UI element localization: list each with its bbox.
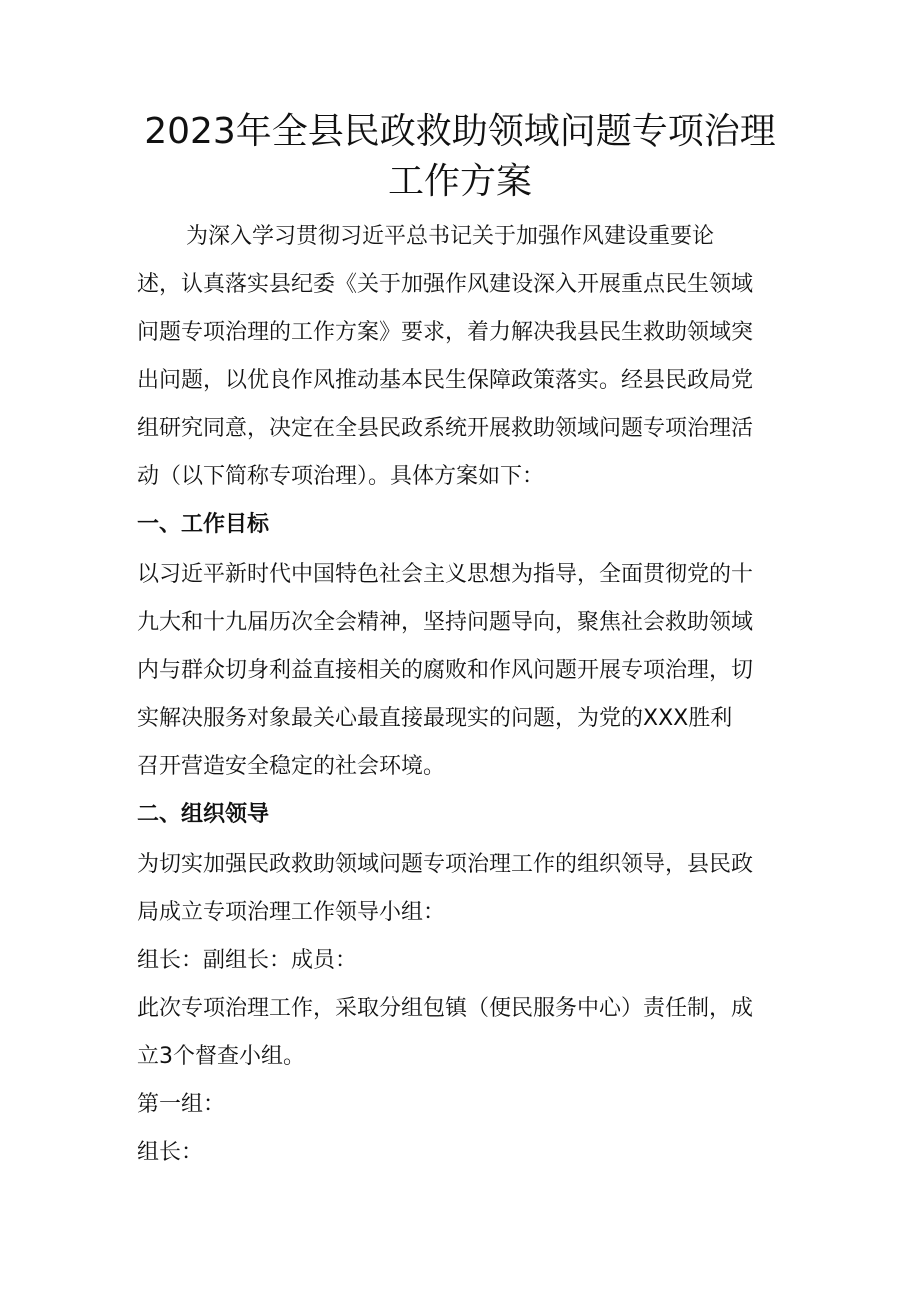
leadership-paragraph-line: 局成立专项治理工作领导小组： <box>137 900 446 925</box>
intro-paragraph-line: 组研究同意，决定在全县民政系统开展救助领域问题专项治理活 <box>137 416 754 441</box>
document-title-line-1: 2023年全县民政救助领域问题专项治理 <box>144 111 776 152</box>
goals-paragraph-line: 以习近平新时代中国特色社会主义思想为指导，全面贯彻党的十 <box>137 562 754 587</box>
intro-paragraph-line: 动（以下简称专项治理）。具体方案如下： <box>137 464 545 489</box>
goals-paragraph-line: 召开营造安全稳定的社会环境。 <box>137 754 446 779</box>
goals-paragraph-line: 实解决服务对象最关心最直接最现实的问题，为党的XXX胜利 <box>137 706 733 731</box>
roles-line: 组长：副组长：成员： <box>137 948 358 973</box>
intro-paragraph-line: 问题专项治理的工作方案》要求，着力解决我县民生救助领域突 <box>137 320 754 345</box>
group-one-leader-label: 组长： <box>137 1140 204 1165</box>
intro-paragraph-line: 出问题，以优良作风推动基本民生保障政策落实。经县民政局党 <box>137 368 754 393</box>
section-heading-leadership: 二、组织领导 <box>137 802 270 827</box>
group-note-line: 立3个督查小组。 <box>137 1044 305 1069</box>
intro-paragraph-line: 为深入学习贯彻习近平总书记关于加强作风建设重要论 <box>186 224 715 249</box>
goals-paragraph-line: 内与群众切身利益直接相关的腐败和作风问题开展专项治理，切 <box>137 658 754 683</box>
document-title-line-2: 工作方案 <box>387 161 532 202</box>
section-heading-goals: 一、工作目标 <box>137 512 270 537</box>
group-one-label: 第一组： <box>137 1092 226 1117</box>
leadership-paragraph-line: 为切实加强民政救助领域问题专项治理工作的组织领导，县民政 <box>137 852 754 877</box>
intro-paragraph-line: 述，认真落实县纪委《关于加强作风建设深入开展重点民生领域 <box>137 272 754 297</box>
group-note-line: 此次专项治理工作，采取分组包镇（便民服务中心）责任制，成 <box>137 996 754 1021</box>
goals-paragraph-line: 九大和十九届历次全会精神，坚持问题导向，聚焦社会救助领域 <box>137 610 754 635</box>
